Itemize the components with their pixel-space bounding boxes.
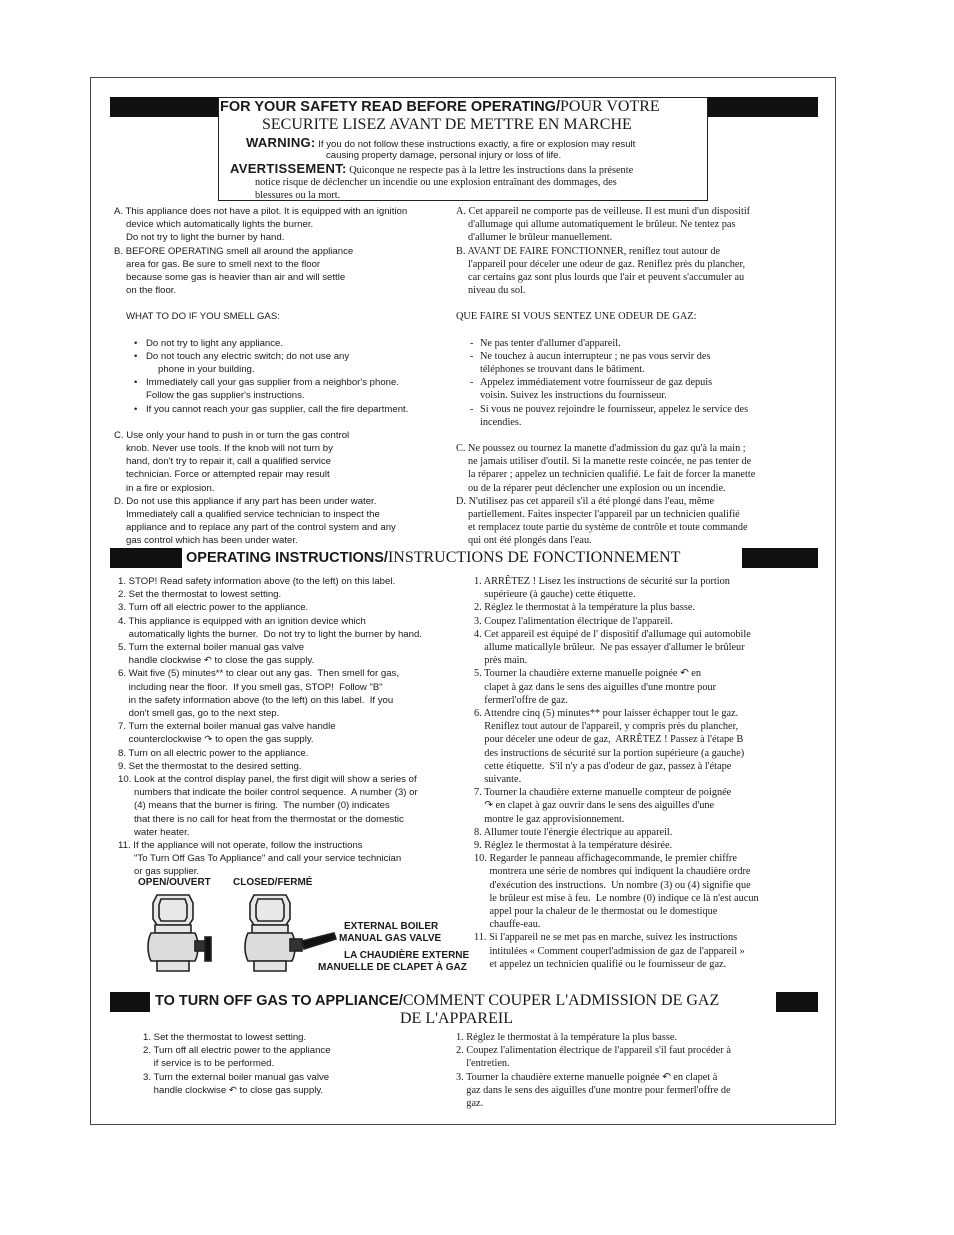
safety-en-c2: knob. Never use tools. If the knob will not turn by: [126, 443, 333, 455]
turnoff-en-line: handle clockwise ↶ to close gas supply.: [143, 1084, 324, 1096]
safety-en-c3: hand, don't try to repair it, call a qualified service: [126, 456, 332, 468]
operating-fr-line: 8. Allumer toute l'énergie électrique au appareil.: [474, 826, 673, 838]
operating-en-line: "To Turn Off Gas To Appliance" and call your service technician: [118, 853, 402, 865]
operating-en-line: 3. Turn off all electric power to the appliance.: [118, 602, 309, 614]
safety-fr-d2: partiellement. Faites inspecter l'appareil par un technicien qualifié: [468, 509, 740, 521]
safety-en-a3: Do not try to light the burner by hand.: [126, 232, 285, 244]
operating-en-line: water heater.: [118, 826, 190, 838]
turnoff-en-line: 1. Set the thermostat to lowest setting.: [143, 1032, 307, 1043]
operating-fr-line: 1. ARRÊTEZ ! Lisez les instructions de sécurité sur la portion: [474, 576, 730, 587]
safety-fr-c3: la réparer ; appelez un technicien qualifié. Le fait de forcer la manette: [468, 469, 756, 481]
avert-text-3: blessures ou la mort.: [255, 190, 341, 201]
avert-text-2: notice risque de déclencher un incendie ou une explosion entraînant des dommages, des: [255, 177, 617, 188]
operating-fr-line: 9. Réglez le thermostat à la température désirée.: [474, 840, 673, 852]
operating-fr-line: cette étiquette. S'il n'y a pas d'odeur de gaz, passez à l'étape: [474, 760, 732, 772]
safety-en-a1: A. This appliance does not have a pilot. It is equipped with an ignition: [114, 206, 408, 217]
operating-title-en: OPERATING INSTRUCTIONS/: [186, 550, 388, 566]
operating-fr-line: appel pour la chaleur de le thermostat ou le domestique: [474, 906, 718, 918]
operating-fr-line: allume maticallyle brûleur. Ne pas essayer d'allumer le brûleur: [474, 642, 745, 654]
turnoff-fr-line: 1. Réglez le thermostat à la température la plus basse.: [456, 1032, 678, 1043]
safety-fr-column: [456, 205, 821, 548]
operating-en-column: [118, 575, 463, 879]
operating-en-line: handle clockwise ↶ to close the gas supply.: [118, 655, 315, 667]
warning-label: WARNING:: [246, 135, 316, 150]
safety-fr-b2: l'appareil pour déceler une odeur de gaz. Reniflez près du plancher,: [468, 258, 746, 270]
operating-en-line: in the safety information above (to the left) on this label. If you: [118, 694, 394, 706]
safety-fr-s4a: - Si vous ne pouvez rejoindre le fournisseur, appelez le service des: [470, 403, 749, 415]
operating-fr-line: clapet à gaz dans le sens des aiguilles d'une montre pour: [474, 681, 717, 693]
operating-fr-line: supérieure (à gauche) cette étiquette.: [474, 589, 636, 601]
safety-en-d1: D. Do not use this appliance if any part has been under water.: [114, 495, 377, 507]
valve-caption-en-1: EXTERNAL BOILER: [344, 921, 439, 932]
operating-fr-line: intitulées « Comment couperl'admission de gaz de l'appareil »: [474, 945, 745, 957]
operating-en-line: 11. If the appliance will not operate, follow the instructions: [118, 840, 363, 852]
safety-fr-s1: - Ne pas tenter d'allumer d'appareil.: [470, 337, 621, 349]
safety-en-b3: because some gas is heavier than air and will settle: [126, 272, 346, 284]
safety-fr-b3: car certains gaz sont plus lourds que l'air et peuvent s'accumuler au: [468, 272, 745, 284]
safety-fr-d4: qui ont été plongés dans l'eau.: [468, 535, 592, 547]
turnoff-fr-line: 3. Tourner la chaudière externe manuelle poignée ↶ en clapet à: [456, 1071, 718, 1083]
safety-en-b4: on the floor.: [126, 285, 177, 297]
operating-fr-line: Reniflez tout autour de l'appareil, y compris près du plancher,: [474, 721, 739, 733]
operating-fr-line: 5. Tourner la chaudière externe manuelle poignée ↶ en: [474, 668, 701, 680]
safety-en-c4: technician. Force or attempted repair may result: [126, 469, 330, 481]
operating-fr-line: d'exécution des instructions. Un nombre (3) ou (4) signifie que: [474, 879, 751, 891]
operating-en-line: 10. Look at the control display panel, the first digit will show a series of: [118, 774, 417, 786]
operating-fr-line: 2. Réglez le thermostat à la température la plus basse.: [474, 602, 696, 614]
operating-fr-line: et appelez un technicien qualifié ou le fournisseur de gaz.: [474, 958, 727, 970]
operating-en-line: 4. This appliance is equipped with an ignition device which: [118, 615, 366, 627]
turnoff-en-line: 2. Turn off all electric power to the appliance: [143, 1045, 331, 1057]
safety-fr-s4b: incendies.: [480, 416, 522, 428]
turnoff-fr-line: 2. Coupez l'alimentation électrique de l'appareil s'il faut procéder à: [456, 1045, 731, 1057]
operating-fr-line: 3. Coupez l'alimentation électrique de l'appareil.: [474, 615, 673, 627]
turnoff-fr-line: gaz.: [456, 1098, 484, 1110]
operating-fr-line: 7. Tourner la chaudière externe manuelle compteur de poignée: [474, 787, 732, 799]
safety-en-smell-title: WHAT TO DO IF YOU SMELL GAS:: [126, 311, 280, 323]
operating-en-line: or gas supplier.: [118, 866, 200, 878]
valve-open-label: OPEN/OUVERT: [138, 877, 211, 888]
turnoff-title-line1: [155, 992, 719, 1010]
operating-en-line: don't smell gas, go to the next step.: [118, 708, 280, 720]
operating-fr-line: le brûleur est mise à feu. Le nombre (0) indique ce là n'est aucun: [474, 892, 759, 904]
operating-title-fr: INSTRUCTIONS DE FONCTIONNEMENT: [387, 549, 681, 566]
valve-open-illustration: [143, 889, 223, 975]
operating-en-line: that there is no call for heat from the thermostat or the domestic: [118, 813, 404, 825]
safety-fr-b4: niveau du sol.: [468, 285, 526, 297]
operating-en-line: numbers that indicate the boiler control sequence. A number (3) or: [118, 787, 418, 799]
operating-fr-line: 4. Cet appareil est équipé de l' dispositif d'allumage qui automobile: [474, 628, 751, 640]
safety-en-s2b: phone in your building.: [158, 364, 255, 376]
safety-en-column: [114, 205, 454, 548]
operating-en-line: 9. Set the thermostat to the desired setting.: [118, 760, 302, 772]
safety-fr-c1: C. Ne poussez ou tournez la manette d'admission du gaz qu'à la main ;: [456, 443, 746, 455]
safety-en-d4: gas control which has been under water.: [126, 535, 298, 547]
operating-en-line: 5. Turn the external boiler manual gas valve: [118, 642, 305, 654]
safety-en-s4: • If you cannot reach your gas supplier, call the fire department.: [134, 403, 409, 415]
safety-title-line1: [220, 98, 660, 116]
safety-en-s1: • Do not try to light any appliance.: [134, 337, 284, 349]
turnoff-title-en: TO TURN OFF GAS TO APPLIANCE/: [155, 993, 403, 1009]
avert-text-1: Quiconque ne respecte pas à la lettre les instructions dans la présente: [349, 165, 634, 176]
avert-block: [230, 162, 706, 177]
safety-en-c1: C. Use only your hand to push in or turn the gas control: [114, 429, 350, 441]
safety-en-b2: area for gas. Be sure to smell next to the floor: [126, 258, 321, 270]
safety-title-line2: SECURITE LISEZ AVANT DE METTRE EN MARCHE: [262, 116, 632, 133]
safety-fr-a2: d'allumage qui allume automatiquement le brûleur. Ne tentez pas: [468, 219, 736, 231]
safety-en-s3b: Follow the gas supplier's instructions.: [146, 390, 305, 402]
turnoff-title-fr: COMMENT COUPER L'ADMISSION DE GAZ: [402, 992, 720, 1009]
safety-en-d3: appliance and to replace any part of the control system and any: [126, 522, 396, 534]
operating-en-line: 6. Wait five (5) minutes** to clear out any gas. Then smell for gas,: [118, 668, 400, 680]
operating-en-line: including near the floor. If you smell gas, STOP! Follow "B": [118, 681, 383, 693]
operating-fr-line: chauffe-eau.: [474, 919, 541, 931]
operating-fr-line: ↷ en clapet à gaz ouvrir dans le sens des aiguilles d'une: [474, 800, 715, 812]
safety-fr-d3: et remplacez toute partie du système de contrôle et toute commande: [468, 522, 748, 534]
safety-fr-c2: ne jamais utiliser d'outil. Si la manette reste coincée, ne pas tenter de: [468, 456, 752, 468]
avert-label: AVERTISSEMENT:: [230, 161, 347, 176]
turnoff-fr-line: l'entretien.: [456, 1058, 510, 1070]
safety-title-en: FOR YOUR SAFETY READ BEFORE OPERATING/: [220, 99, 560, 115]
safety-fr-b1: B. AVANT DE FAIRE FONCTIONNER, reniflez tout autour de: [456, 245, 721, 257]
operating-en-line: counterclockwise ↷ to open the gas supply.: [118, 734, 314, 746]
safety-en-s2a: • Do not touch any electric switch; do not use any: [134, 350, 350, 362]
operating-en-line: 8. Turn on all electric power to the appliance.: [118, 747, 309, 759]
operating-fr-line: fermerl'offre de gaz.: [474, 694, 568, 706]
operating-en-line: 7. Turn the external boiler manual gas valve handle: [118, 721, 336, 733]
warning-text-1: If you do not follow these instructions exactly, a fire or explosion may result: [318, 139, 636, 150]
safety-fr-d1: D. N'utilisez pas cet appareil s'il a été plongé dans l'eau, même: [456, 495, 715, 507]
safety-en-b1: B. BEFORE OPERATING smell all around the appliance: [114, 245, 354, 257]
operating-fr-line: des instructions de sécurité sur la portion supérieure (a gauche): [474, 747, 745, 759]
operating-fr-column: [474, 575, 819, 971]
safety-fr-smell-title: QUE FAIRE SI VOUS SENTEZ UNE ODEUR DE GAZ:: [456, 311, 697, 323]
valve-caption-fr-2: MANUELLE DE CLAPET À GAZ: [318, 962, 467, 973]
safety-en-c5: in a fire or explosion.: [126, 482, 215, 494]
turnoff-en-line: if service is to be performed.: [143, 1058, 275, 1070]
operating-fr-line: 11. Si l'appareil ne se met pas en marche, suivez les instructions: [474, 932, 738, 944]
turnoff-en-column: [143, 1031, 453, 1097]
safety-fr-s2b: téléphones se trouvant dans le bâtiment.: [480, 364, 645, 376]
turnoff-fr-line: gaz dans le sens des aiguilles d'une montre pour fermerl'offre de: [456, 1084, 731, 1096]
turnoff-en-line: 3. Turn the external boiler manual gas valve: [143, 1071, 330, 1083]
safety-fr-a1: A. Cet appareil ne comporte pas de veilleuse. Il est muni d'un dispositif: [456, 206, 751, 217]
valve-caption-fr-1: LA CHAUDIÈRE EXTERNE: [344, 950, 470, 961]
safety-en-s3a: • Immediately call your gas supplier from a neighbor's phone.: [134, 377, 399, 389]
operating-en-line: 2. Set the thermostat to lowest setting.: [118, 589, 282, 601]
valve-closed-label: CLOSED/FERMÉ: [233, 877, 313, 888]
operating-en-line: 1. STOP! Read safety information above (to the left) on this label.: [118, 576, 396, 587]
operating-fr-line: montre le gaz approvisionnement.: [474, 813, 625, 825]
safety-en-a2: device which automatically lights the burner.: [126, 219, 314, 231]
operating-fr-line: suivante.: [474, 774, 522, 786]
safety-fr-s2a: - Ne touchez à aucun interrupteur ; ne pas vous servir des: [470, 350, 711, 362]
safety-fr-c4: ou de la réparer peut déclencher une explosion ou un incendie.: [468, 482, 726, 494]
operating-title: [186, 549, 680, 567]
valve-caption-en-2: MANUAL GAS VALVE: [339, 933, 442, 944]
safety-fr-s3b: voisin. Suivez les instructions du fournisseur.: [480, 390, 667, 402]
safety-fr-a3: d'allumer le brûleur manuellement.: [468, 232, 613, 244]
operating-fr-line: 6. Attendre cinq (5) minutes** pour laisser échapper tout le gaz.: [474, 708, 739, 720]
turnoff-fr-column: [456, 1031, 816, 1110]
operating-en-line: (4) means that the burner is firing. The number (0) indicates: [118, 800, 390, 812]
safety-title-fr: POUR VOTRE: [559, 98, 660, 115]
operating-fr-line: près main.: [474, 655, 528, 667]
turnoff-title-line2: DE L'APPAREIL: [400, 1010, 513, 1027]
warning-text-2: causing property damage, personal injury or loss of life.: [326, 150, 562, 161]
operating-fr-line: montrera une série de nombres qui indiquent la chaudière ordre: [474, 866, 751, 878]
safety-en-d2: Immediately call a qualified service technician to inspect the: [126, 509, 380, 521]
operating-fr-line: pour déceler une odeur de gaz, ARRÊTEZ ! Passez à l'étape B: [474, 734, 744, 746]
operating-en-line: automatically lights the burner. Do not try to light the burner by hand.: [118, 628, 422, 640]
safety-fr-s3a: - Appelez immédiatement votre fournisseur de gaz depuis: [470, 377, 713, 389]
operating-fr-line: 10. Regarder le panneau affichagecommande, le premier chiffre: [474, 853, 737, 865]
